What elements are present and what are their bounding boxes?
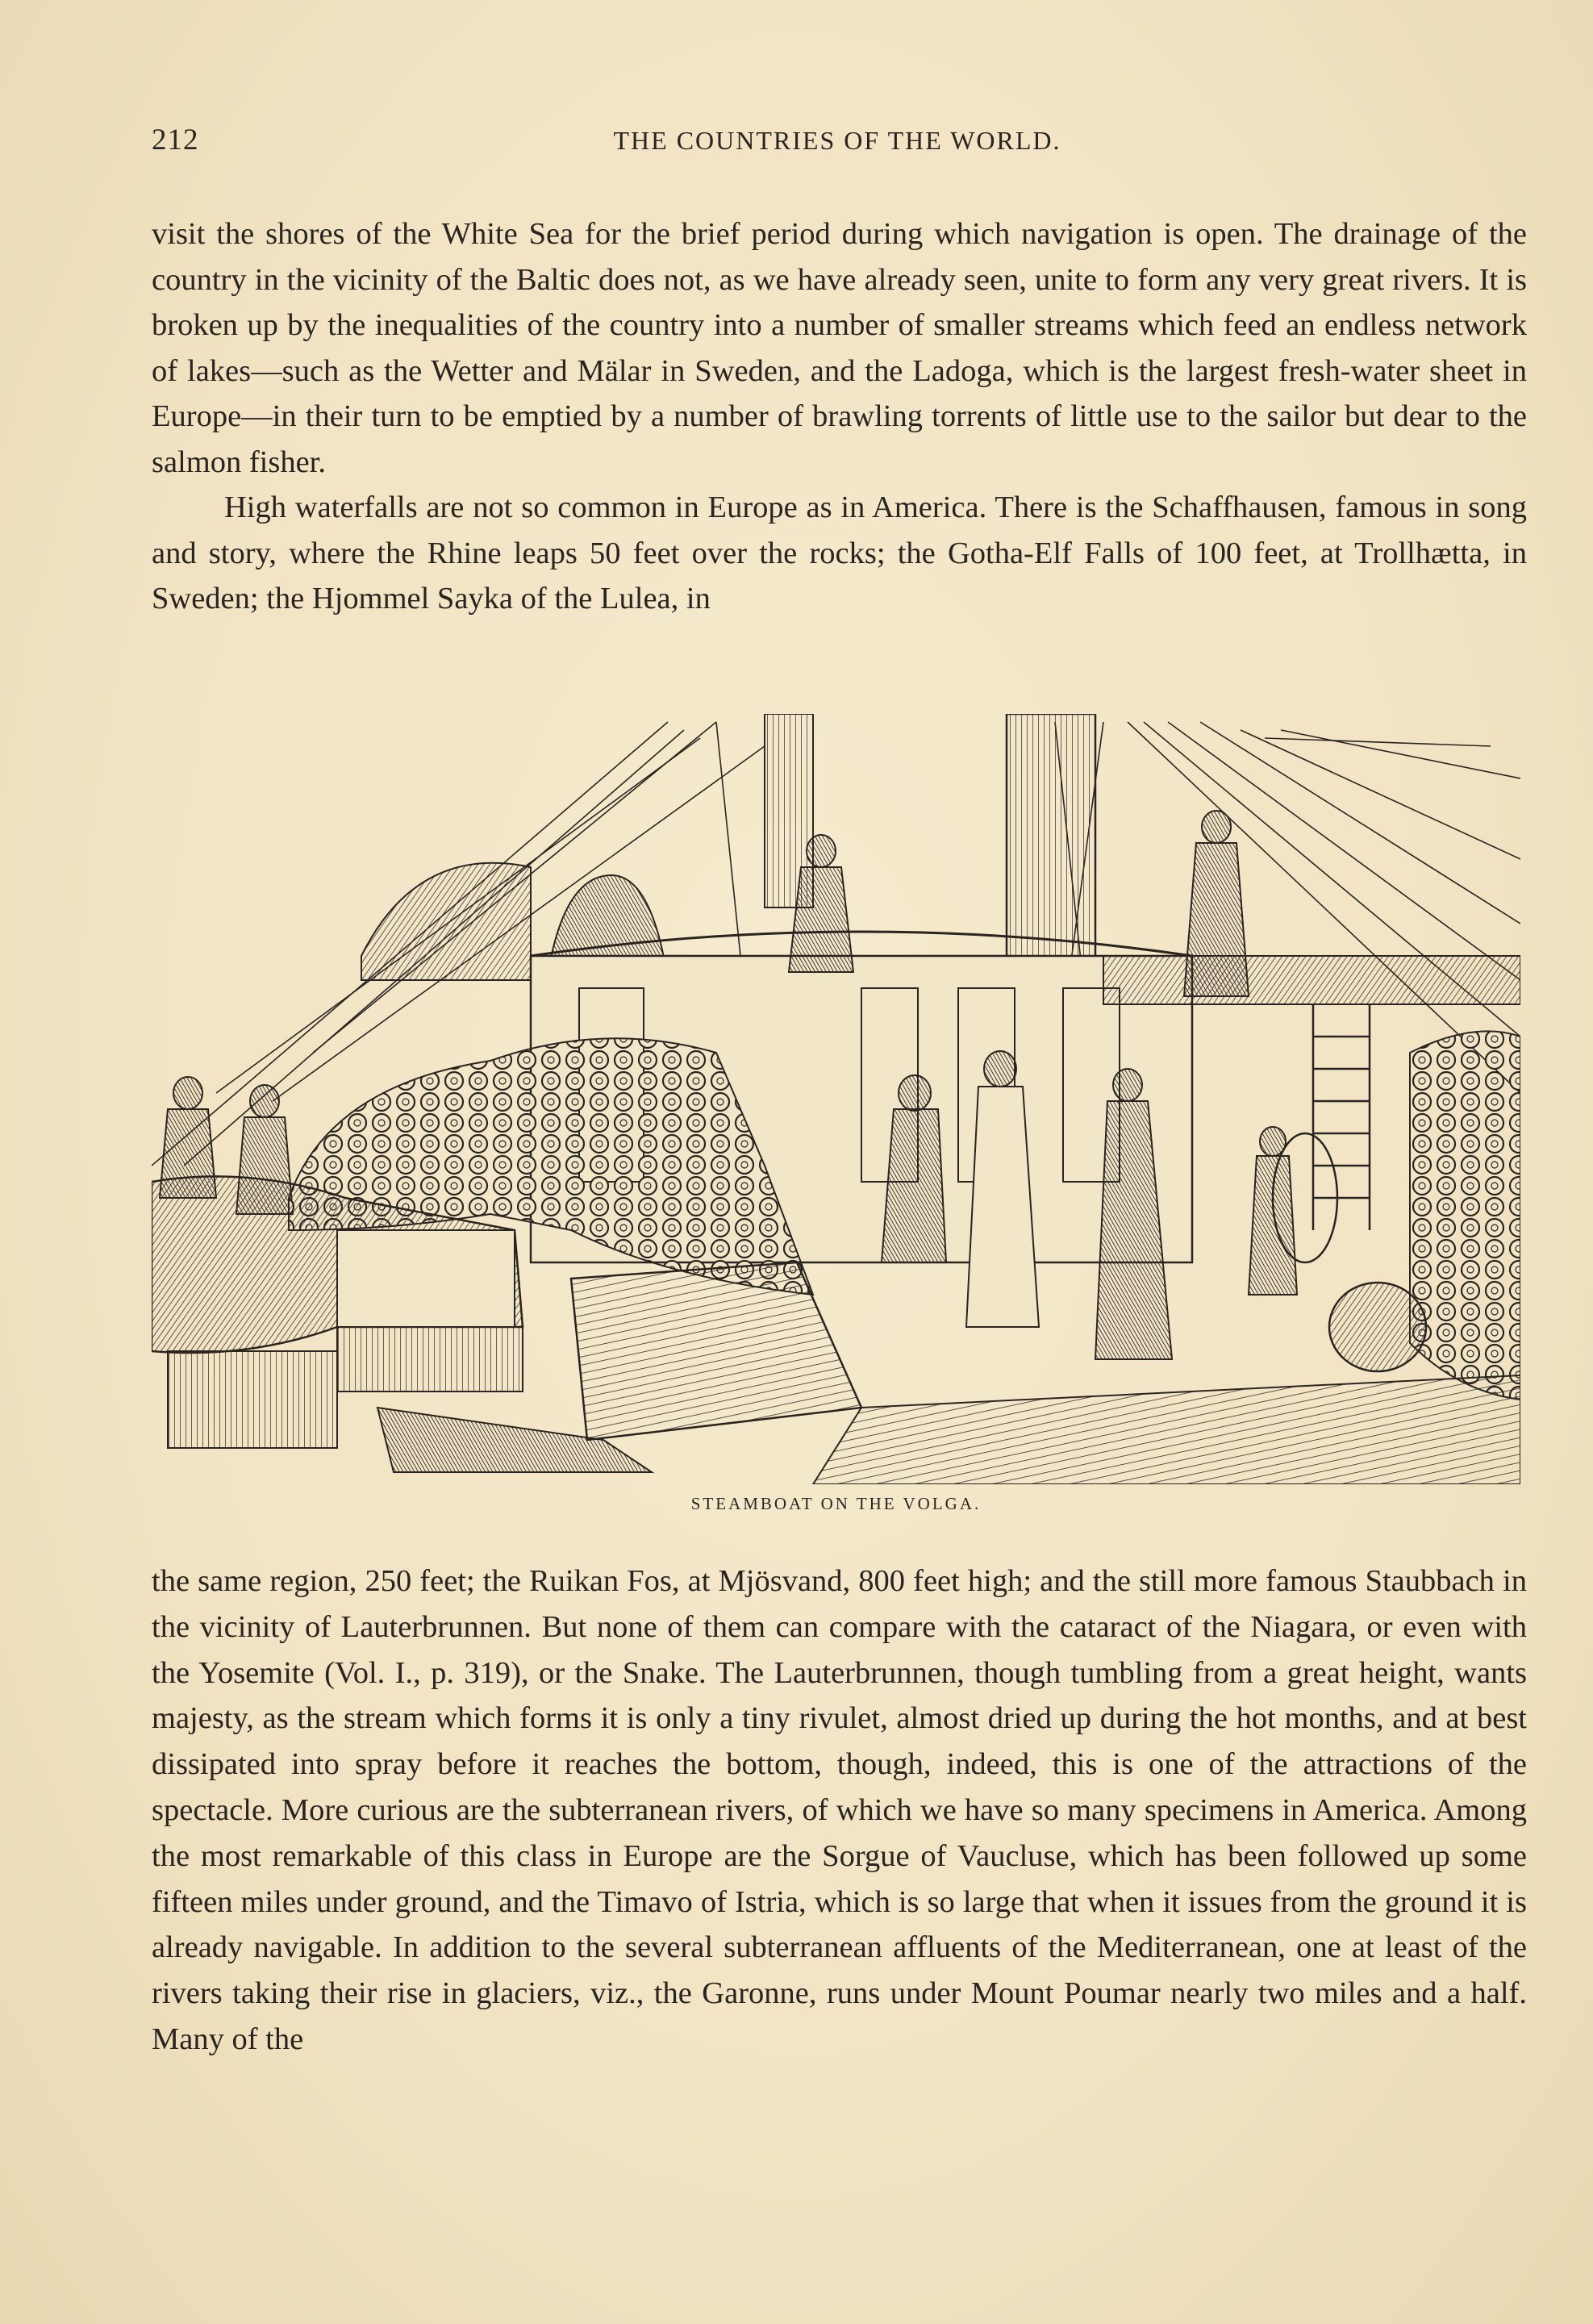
background-dome	[361, 863, 531, 980]
upper-walkway	[1103, 956, 1520, 1004]
stacked-timbers	[571, 1262, 861, 1440]
figure-caption: STEAMBOAT ON THE VOLGA.	[690, 1494, 982, 1513]
running-title: THE COUNTRIES OF THE WORLD.	[613, 126, 1061, 155]
page-header	[152, 123, 1523, 163]
firewood-pile-right	[1410, 1031, 1520, 1400]
deck-floor	[813, 1375, 1520, 1484]
barrel	[1329, 1283, 1426, 1371]
paragraph: High waterfalls are not so common in Europe as in America. There is the Schaffhausen, famous in song and story, where the Rhine leaps 50 feet over the rocks; the Gotha-Elf Falls of 100 feet, at Trollhætta, in Sweden; the Hjommel Sayka of the Lulea, in	[152, 490, 1527, 615]
body-text-top	[152, 211, 1527, 622]
body-text-bottom	[152, 1558, 1527, 2063]
page-number: 212	[152, 123, 199, 156]
engraving-steamboat	[152, 714, 1520, 1484]
paragraph: the same region, 250 feet; the Ruikan Fos, at Mjösvand, 800 feet high; and the still more famous Staubbach in the vicinity of Lauterbrunnen. But none of them can compare with the cataract of the Niagara, or even with the Yosemite (Vol. I., p. 319), or the Snake. The Lauterbrunnen, though tumbling from a great height, wants majesty, as the stream which forms it is only a tiny rivulet, almost dried up during the hot months, and at best dissipated into spray before it reaches the bottom, though, indeed, this is one of the attractions of the spectacle. More curious are the subterranean rivers, of which we have so many specimens in America. Among the most remarkable of this class in Europe are the Sorgue of Vaucluse, which has been followed up some fifteen miles under ground, and the Timavo of Istria, which is so large that when it issues from the ground it is already navigable. In addition to the several subterranean affluents of the Mediterranean, one at least of the rivers taking their rise in glaciers, viz., the Garonne, runs under Mount Poumar nearly two miles and a half. Many of the	[152, 1564, 1527, 2056]
ladder	[1313, 1004, 1370, 1230]
paragraph: visit the shores of the White Sea for the brief period during which navigation is open. The drainage of the country in the vicinity of the Baltic does not, as we have already seen, unite to form any very great rivers. It is broken up by the inequalities of the country into a number of smaller streams which feed an endless network of lakes—such as the Wetter and Mälar in Sweden, and the Ladoga, which is the largest fresh-water sheet in Europe—in their turn to be emptied by a number of brawling torrents of little use to the sailor but dear to the salmon fisher.	[152, 217, 1527, 479]
